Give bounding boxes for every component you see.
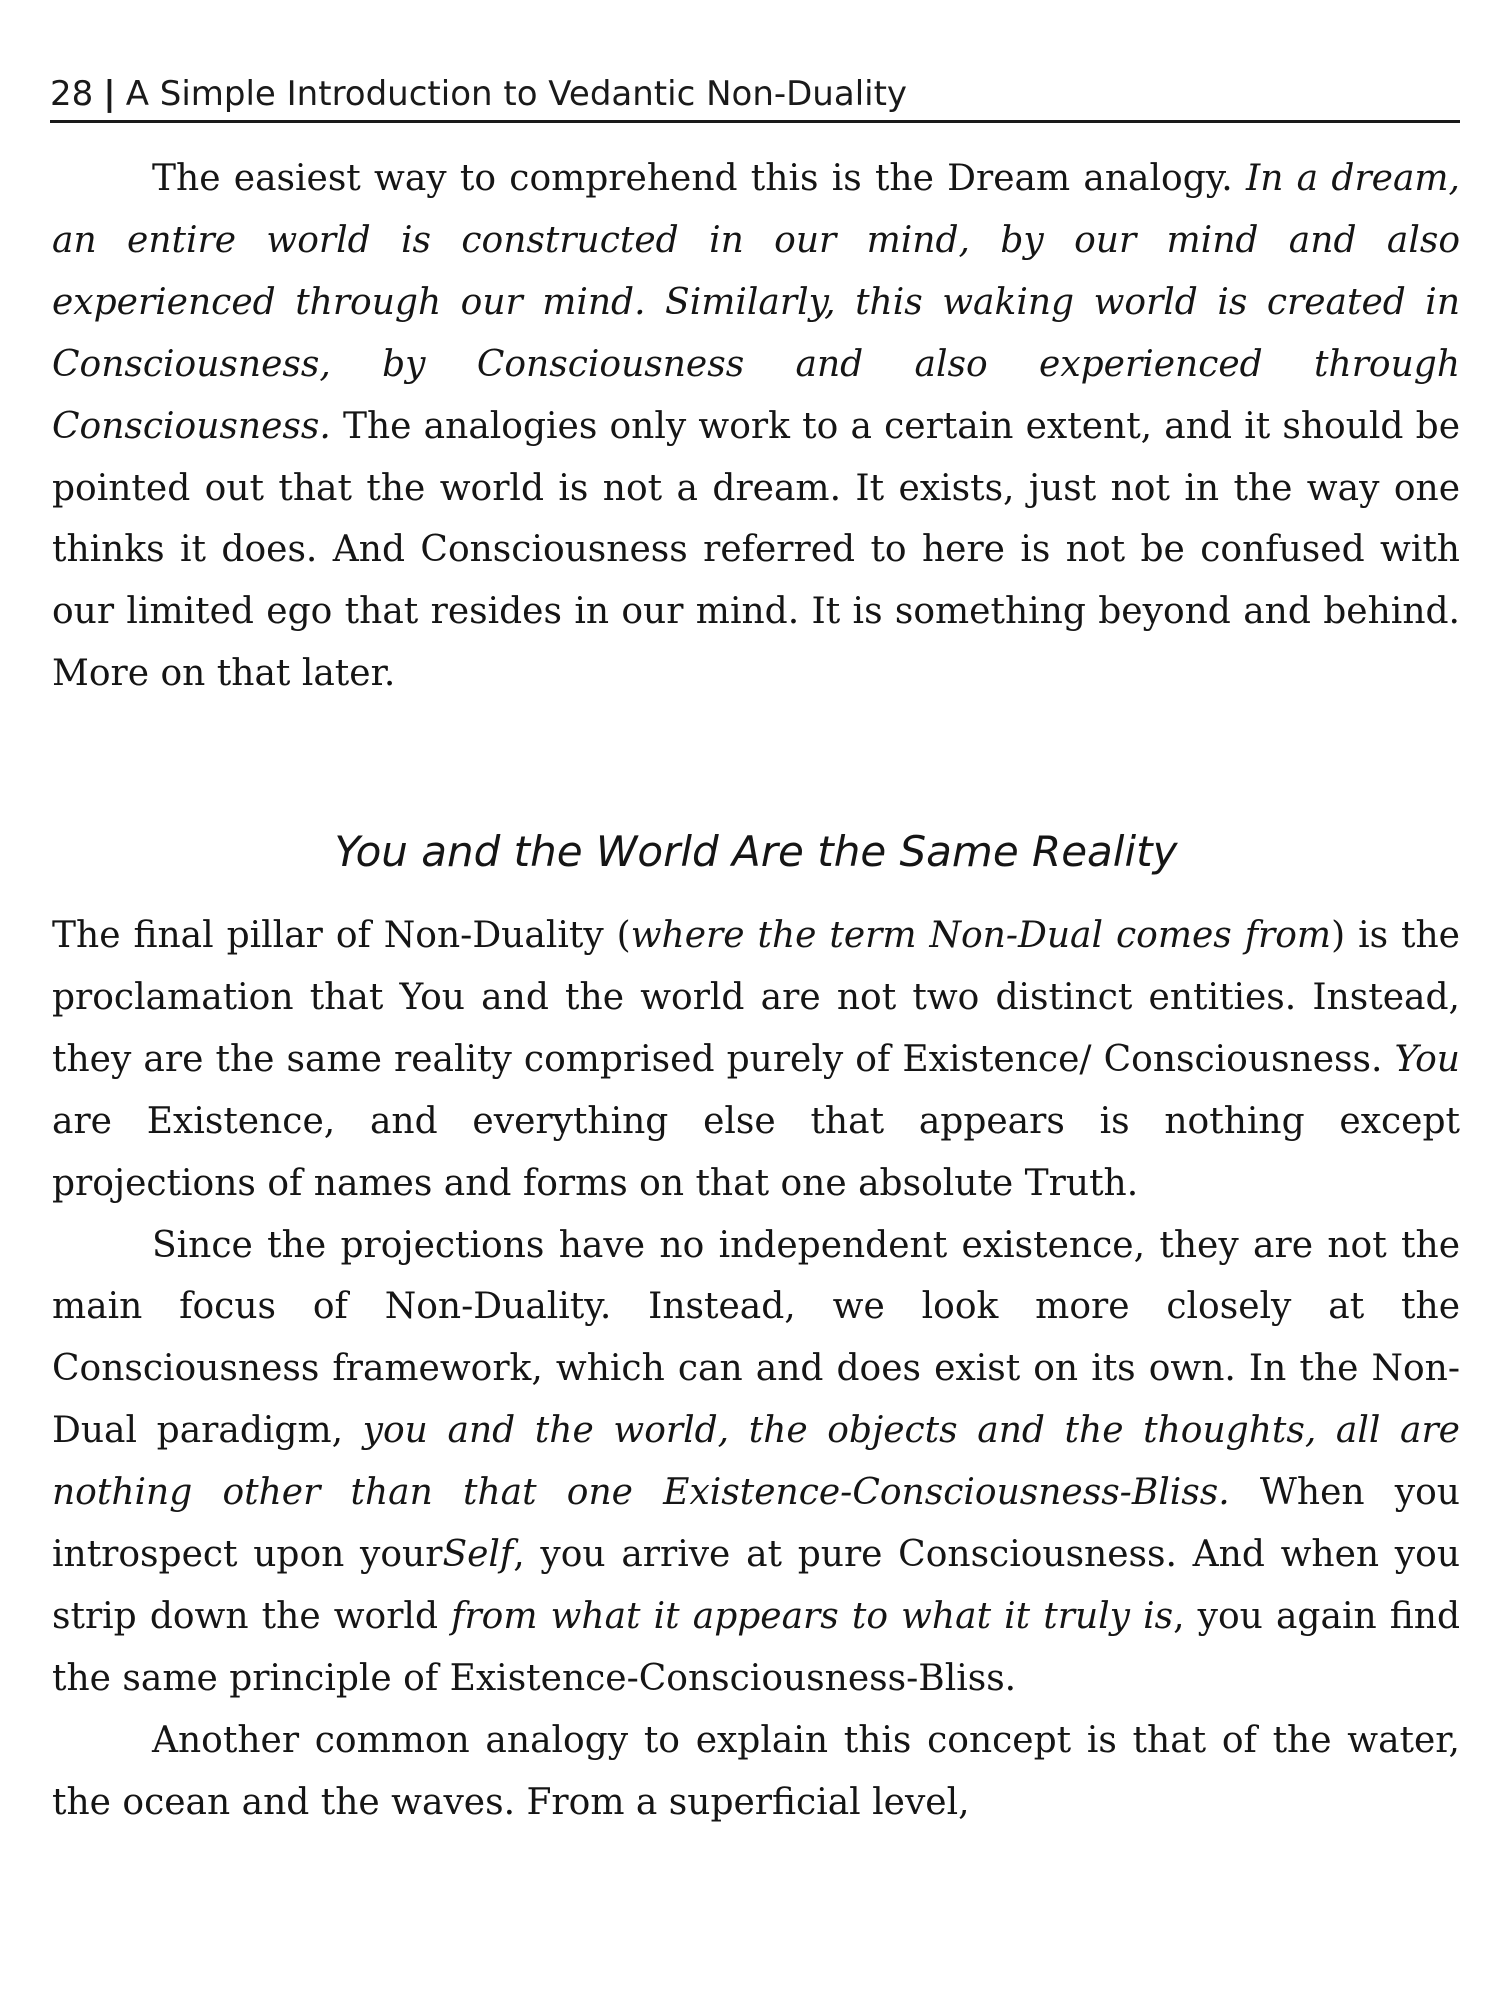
text-run: are Existence, and everything else that appears is nothing except projections of names and forms on that one absolute Truth. bbox=[52, 1100, 1460, 1204]
text-block-intro bbox=[52, 148, 1460, 705]
paragraph-projections bbox=[52, 1215, 1460, 1710]
text-run: When you introspect upon your bbox=[52, 1472, 1460, 1576]
text-run: , you arrive at pure Consciousness. And when you strip down the world bbox=[52, 1534, 1460, 1637]
italic-run: where the term Non-Dual comes from bbox=[630, 915, 1332, 956]
italic-run: from what it appears to what it truly is bbox=[451, 1595, 1174, 1637]
italic-run: You bbox=[1394, 1038, 1460, 1080]
header-separator: | bbox=[103, 74, 116, 114]
page-number: 28 bbox=[50, 74, 94, 114]
text-run: Another common analogy to explain this concept is that of the water, the ocean and the waves. From a superficial level, bbox=[52, 1719, 1460, 1823]
italic-run: you and the world, the objects and the thoughts, all are nothing other than that one Existence-Consciousness-Bliss. bbox=[52, 1410, 1460, 1514]
running-header bbox=[50, 68, 1460, 123]
text-run: Since the projections have no independent existence, they are not the main focus of Non-Duality. Instead, we look more closely at the Consciousness framework, which can and does exist on its own. In the Non-Dual paradigm, bbox=[52, 1224, 1460, 1452]
text-run: The analogies only work to a certain extent, and it should be pointed out that the world is not a dream. It exists, just not in the way one thinks it does. And Consciousness referred to here is not be confused with our limited ego that resides in our mind. It is something beyond and behind. More on that later. bbox=[52, 405, 1460, 695]
text-run: ) is the proclamation that You and the world are not two distinct entities. Instead, they are the same reality comprised purely of Existence/ Consciousness. bbox=[52, 915, 1460, 1080]
text-run: The final pillar of Non-Duality ( bbox=[52, 915, 631, 956]
text-run: , you again find the same principle of Existence-Consciousness-Bliss. bbox=[52, 1595, 1461, 1699]
section-heading: You and the World Are the Same Reality bbox=[334, 827, 1178, 876]
italic-run: In a dream, an entire world is constructed in our mind, by our mind and also experienced through our mind. Similarly, this waking world is created in Consciousness, by Consciousness and also experienced through Consciousness. bbox=[52, 158, 1461, 447]
italic-run: Self bbox=[442, 1534, 514, 1576]
paragraph-dream-analogy bbox=[52, 148, 1460, 705]
book-title: A Simple Introduction to Vedantic Non-Duality bbox=[125, 74, 908, 114]
paragraph-final-pillar bbox=[52, 905, 1460, 1215]
text-block-section bbox=[52, 905, 1460, 1834]
text-run: The easiest way to comprehend this is the Dream analogy. bbox=[152, 158, 1247, 199]
paragraph-water-analogy bbox=[52, 1710, 1460, 1834]
